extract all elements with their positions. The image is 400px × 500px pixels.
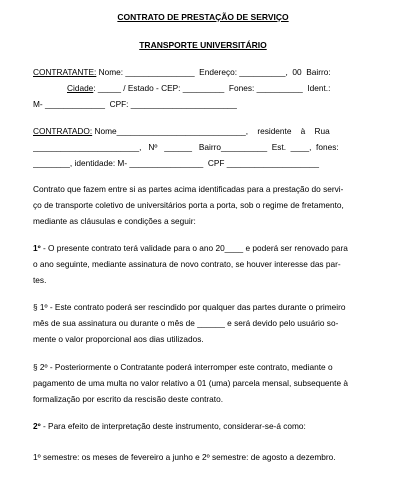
clause-1-line-3: tes. [33,275,47,285]
contratado-line-1 [33,126,373,136]
contratado-line-2: _______________________, Nº ______ Bairro__________ Est. ____, fones: [33,142,339,152]
paragraph-2-line-3: formalização por escrito da rescisão deste contrato. [33,394,223,404]
paragraph-1-line-3: mente o valor proporcional aos dias utilizados. [33,334,204,344]
contratante-line-1 [33,67,373,77]
document-subtitle: TRANSPORTE UNIVERSITÁRIO [139,40,267,50]
clause-2-number: 2º [33,421,41,431]
clause-1-text: - O presente contrato terá validade para o ano 20____ e poderá ser renovado para [40,243,348,253]
contratante-label: CONTRATANTE: [33,67,97,77]
contratante-line-2 [33,83,373,93]
clause-2-text: - Para efeito de interpretação deste instrumento, considerar-se-á como: [40,421,306,431]
contratante-cidade-label: Cidade [67,83,94,93]
intro-line-2: ço de transporte coletivo de universitários porta a porta, sob o regime de fretamento, [33,200,344,210]
clause-1-line-1 [33,243,373,253]
document-title: CONTRATO DE PRESTAÇÃO DE SERVIÇO [117,12,289,22]
intro-line-3: mediante as cláusulas e condições a seguir: [33,216,196,226]
semesters-definition: 1º semestre: os meses de fevereiro a junho e 2º semestre: de agosto a dezembro. [33,452,336,462]
clause-2-line [33,421,373,431]
contratado-label: CONTRATADO: [33,126,93,136]
clause-1-number: 1º [33,243,41,253]
contratado-name-address: Nome____________________________, residente à Rua [92,126,330,136]
paragraph-1-line-2: mês de sua assinatura ou durante o mês de ______ e será devido pelo usuário so- [33,318,339,328]
paragraph-2-line-1: § 2º - Posteriormente o Contratante poderá interromper este contrato, mediante o [33,362,333,372]
contratante-line-3: M- _____________ CPF: _______________________ [33,99,237,109]
contratante-name-address: Nome: _______________ Endereço: __________, 00 Bairro: [96,67,331,77]
intro-line-1: Contrato que fazem entre si as partes acima identificadas para a prestação do servi- [33,184,344,194]
contratado-line-3: ________, identidade: M- ________________ CPF ____________________ [33,158,320,168]
paragraph-2-line-2: pagamento de uma multa no valor relativo a 01 (uma) parcela mensal, subsequente à [33,378,349,388]
contratante-city-state: : _____ / Estado - CEP: _________ Fones: __________ Ident.: [93,83,331,93]
clause-1-line-2: o ano seguinte, mediante assinatura de novo contrato, se houver interesse das par- [33,259,341,269]
paragraph-1-line-1: § 1º - Este contrato poderá ser rescindido por qualquer das partes durante o primeiro [33,302,346,312]
